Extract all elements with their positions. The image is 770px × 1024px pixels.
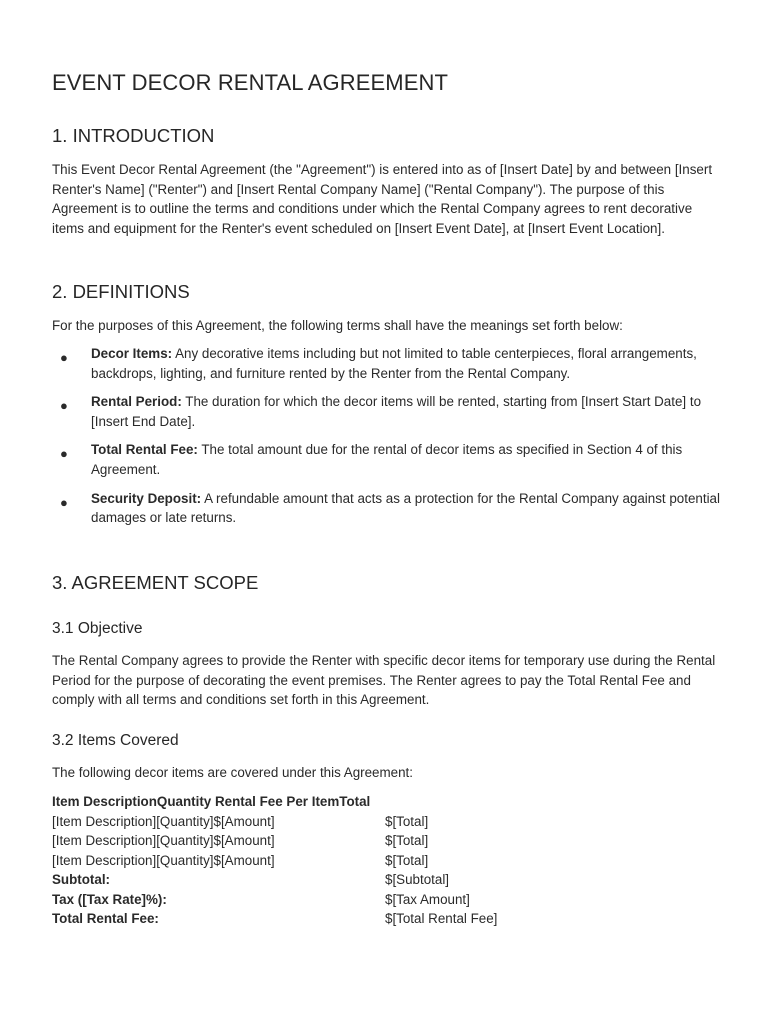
summary-row-subtotal <box>52 870 532 890</box>
cell-total: $[Total] <box>385 813 429 829</box>
items-table-header <box>52 792 532 812</box>
definition-term: Total Rental Fee: <box>91 442 198 458</box>
table-row <box>52 812 532 832</box>
items-covered-intro: The following decor items are covered under this Agreement: <box>52 765 413 780</box>
cell-quantity: [Quantity] <box>156 813 214 829</box>
definition-item <box>52 344 722 383</box>
introduction-paragraph: This Event Decor Rental Agreement (the "Agreement") is entered into as of [Insert Date] by and between [Insert Renter's Name] ("Renter") and [Insert Rental Company Name] ("Rental Company"). The purpose of this Agreement is to outline the terms and conditions under which the Rental Company agrees to rent decorative items and equipment for the Renter's event scheduled on [Insert Event Date], at [Insert Event Location]. <box>52 162 713 236</box>
definition-item <box>52 440 722 479</box>
definition-text: The duration for which the decor items will be rented, starting from [Insert Start Date] to [Insert End Date]. <box>91 394 702 429</box>
document-title: EVENT DECOR RENTAL AGREEMENT <box>52 70 449 95</box>
section-introduction-heading: 1. INTRODUCTION <box>52 125 215 146</box>
definition-item <box>52 392 722 431</box>
summary-label: Tax ([Tax Rate]%): <box>52 891 167 907</box>
summary-row-total <box>52 909 532 929</box>
summary-label: Subtotal: <box>52 872 111 887</box>
table-row <box>52 831 532 851</box>
table-row <box>52 851 532 871</box>
header-total: Total <box>339 794 371 809</box>
section-scope-heading: 3. AGREEMENT SCOPE <box>52 572 259 593</box>
cell-description: [Item Description] <box>52 852 157 868</box>
cell-fee: $[Amount] <box>213 852 275 868</box>
summary-value: $[Total Rental Fee] <box>385 911 498 926</box>
cell-total: $[Total] <box>385 852 429 868</box>
summary-value: $[Subtotal] <box>385 872 450 887</box>
cell-total: $[Total] <box>385 833 429 848</box>
items-covered-heading: 3.2 Items Covered <box>52 732 179 749</box>
objective-paragraph: The Rental Company agrees to provide the Renter with specific decor items for temporary use during the Rental Period for the purpose of decorating the event premises. The Renter agrees to pay the Total Rental Fee and comply with all terms and conditions set forth in this Agreement. <box>52 653 716 708</box>
summary-label: Total Rental Fee: <box>52 911 159 926</box>
cell-fee: $[Amount] <box>213 833 275 848</box>
definitions-intro: For the purposes of this Agreement, the following terms shall have the meanings set forth below: <box>52 318 623 333</box>
definition-term: Rental Period: <box>91 394 182 410</box>
cell-fee: $[Amount] <box>213 813 275 829</box>
definition-term: Security Deposit: <box>91 490 202 506</box>
bullet-icon: ● <box>60 494 68 510</box>
bullet-icon: ● <box>60 398 68 414</box>
header-quantity: Quantity <box>156 794 212 809</box>
objective-heading: 3.1 Objective <box>52 620 143 637</box>
cell-quantity: [Quantity] <box>156 833 214 848</box>
bullet-icon: ● <box>60 350 68 365</box>
definition-text: A refundable amount that acts as a protection for the Rental Company against potential damages or late returns. <box>91 490 720 526</box>
summary-value: $[Tax Amount] <box>385 891 470 907</box>
definition-item <box>52 489 722 528</box>
items-table <box>52 792 532 929</box>
section-definitions-heading: 2. DEFINITIONS <box>52 281 190 302</box>
definitions-list <box>52 344 722 528</box>
bullet-icon: ● <box>60 446 68 462</box>
definition-text: Any decorative items including but not limited to table centerpieces, floral arrangements, backdrops, lighting, and furniture rented by the Renter from the Rental Company. <box>91 346 697 381</box>
header-description: Item Description <box>52 794 157 809</box>
cell-quantity: [Quantity] <box>156 852 214 868</box>
cell-description: [Item Description] <box>52 813 157 829</box>
definition-text: The total amount due for the rental of decor items as specified in Section 4 of this Agreement. <box>91 442 683 477</box>
definition-term: Decor Items: <box>91 346 173 361</box>
cell-description: [Item Description] <box>52 833 157 848</box>
header-fee: Rental Fee Per Item <box>214 794 340 809</box>
summary-row-tax <box>52 890 532 910</box>
